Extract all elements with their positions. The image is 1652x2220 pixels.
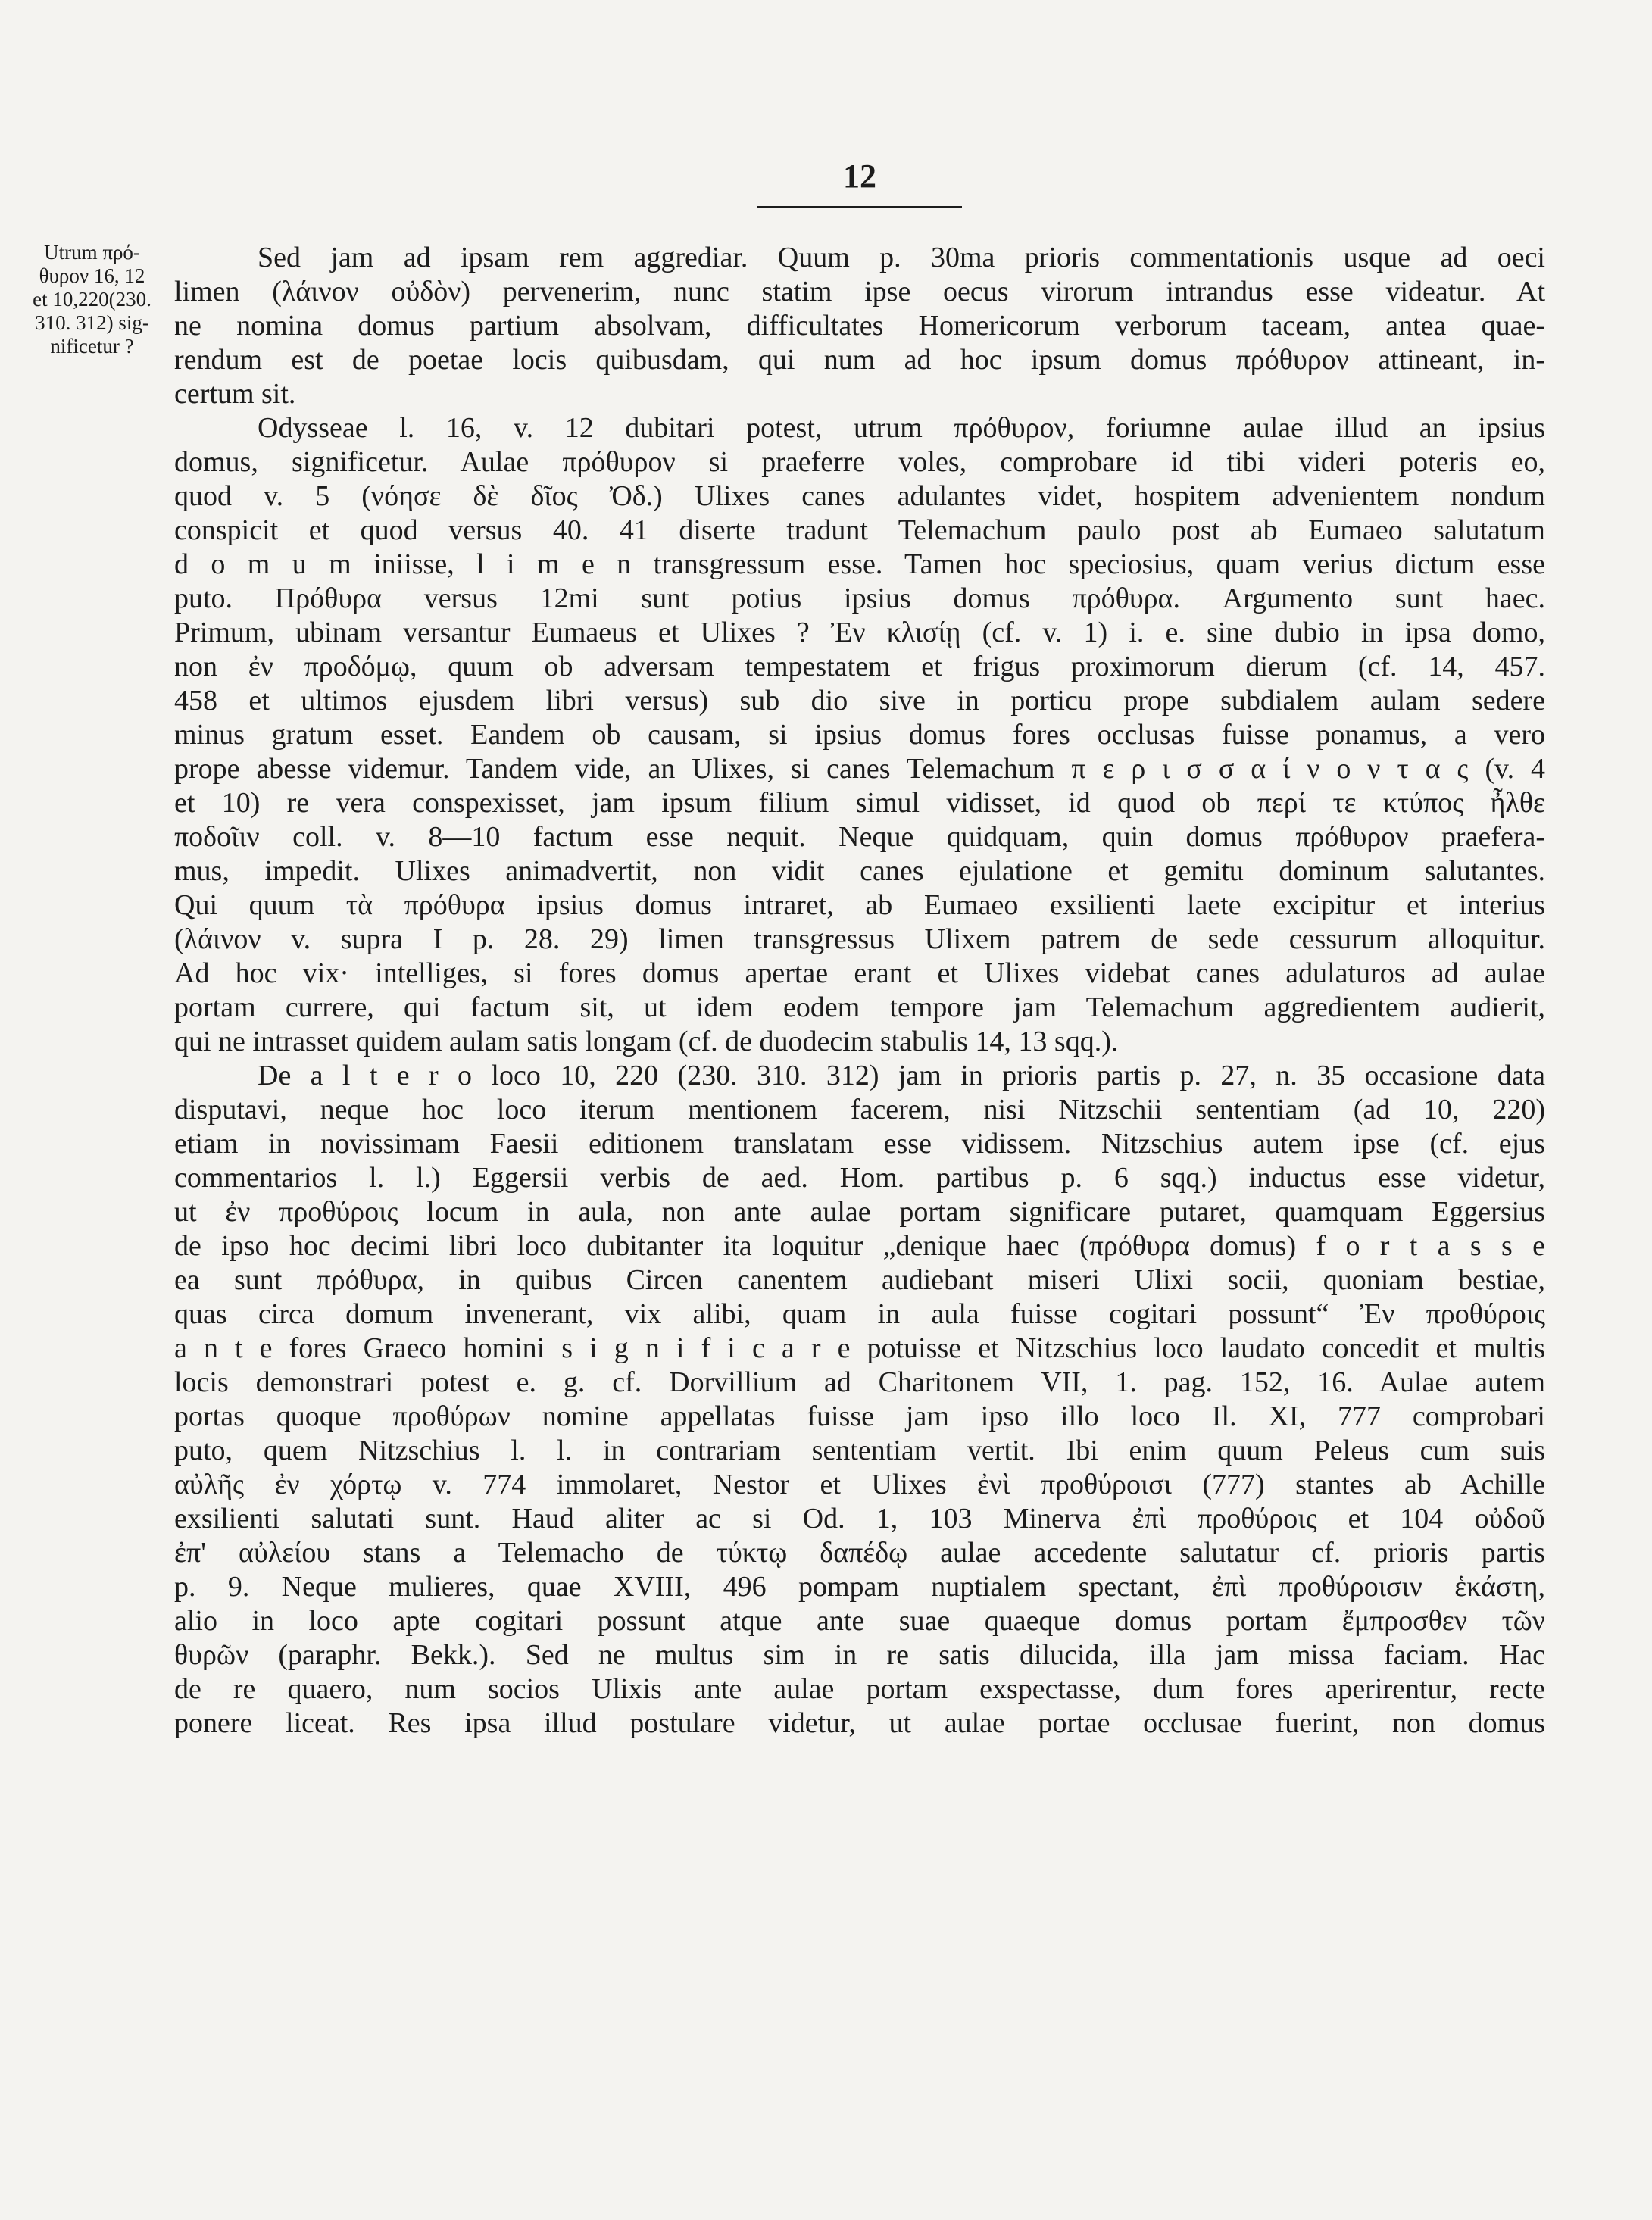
text-line: rendum est de poetae locis quibusdam, qui num ad hoc ipsum domus πρόθυρον attineant, in- <box>174 344 1545 376</box>
text-line: p. 9. Neque mulieres, quae XVIII, 496 pompam nuptialem spectant, ἐπὶ προθύροισιν ἑκάστη, <box>174 1571 1545 1603</box>
side-note-line: Utrum πρό- <box>44 241 140 264</box>
text-line: Primum, ubinam versantur Eumaeus et Ulixes ? Ἐν κλισίῃ (cf. v. 1) i. e. sine dubio in ipsa domo, <box>174 617 1545 648</box>
text-line: minus gratum esset. Eandem ob causam, si ipsius domus fores occlusas fuisse ponamus, a vero <box>174 719 1545 751</box>
text-line: De a l t e r o loco 10, 220 (230. 310. 312) jam in prioris partis p. 27, n. 35 occasione data <box>258 1060 1545 1091</box>
text-line: (λάινον v. supra I p. 28. 29) limen transgressus Ulixem patrem de sede cessurum alloquitur. <box>174 923 1545 955</box>
text-line: quas circa domum invenerant, vix alibi, quam in aula fuisse cogitari possunt“ Ἐν προθύροις <box>174 1298 1545 1330</box>
page-number: 12 <box>843 158 876 195</box>
text-line: θυρῶν (paraphr. Bekk.). Sed ne multus sim in re satis dilucida, illa jam missa faciam. Hac <box>174 1639 1545 1671</box>
body-text <box>174 241 1545 1741</box>
text-line: et 10) re vera conspexisset, jam ipsum filium simul vidisset, id quod ob περί τε κτύπος ἦλθε <box>174 787 1545 819</box>
text-line: exsilienti salutati sunt. Haud aliter ac si Od. 1, 103 Minerva ἐπὶ προθύροις et 104 οὐδοῦ <box>174 1503 1545 1535</box>
text-line: domus, significetur. Aulae πρόθυρον si praeferre voles, comprobare id tibi videri poteris eo, <box>174 446 1545 478</box>
text-line: ποδοῖιν coll. v. 8—10 factum esse nequit. Neque quidquam, quin domus πρόθυρον praefera- <box>174 821 1545 853</box>
side-note-line: 310. 312) sig- <box>35 311 149 334</box>
text-line: 458 et ultimos ejusdem libri versus) sub dio sive in porticu prope subdialem aulam sedere <box>174 685 1545 717</box>
text-line: qui ne intrasset quidem aulam satis longam (cf. de duodecim stabulis 14, 13 sqq.). <box>174 1026 1119 1057</box>
side-note-line: θυρον 16, 12 <box>39 264 145 287</box>
text-line: certum sit. <box>174 378 296 410</box>
text-line: non ἐν προδόμῳ, quum ob adversam tempestatem et frigus proximorum dierum (cf. 14, 457. <box>174 651 1545 682</box>
text-line: αὐλῆς ἐν χόρτῳ v. 774 immolaret, Nestor et Ulixes ἐνὶ προθύροισι (777) stantes ab Achille <box>174 1469 1545 1500</box>
text-line: Odysseae l. 16, v. 12 dubitari potest, utrum πρόθυρον, foriumne aulae illud an ipsius <box>258 412 1545 444</box>
text-line: puto, quem Nitzschius l. l. in contrariam sententiam vertit. Ibi enim quum Peleus cum suis <box>174 1435 1545 1466</box>
text-line: conspicit et quod versus 40. 41 diserte tradunt Telemachum paulo post ab Eumaeo salutatum <box>174 514 1545 546</box>
text-line: commentarios l. l.) Eggersii verbis de aed. Hom. partibus p. 6 sqq.) inductus esse videtur, <box>174 1162 1545 1194</box>
text-line: a n t e fores Graeco homini s i g n i f i c a r e potuisse et Nitzschius loco laudato concedit et multis <box>174 1332 1545 1364</box>
text-line: ponere liceat. Res ipsa illud postulare videtur, ut aulae portae occlusae fuerint, non domus <box>174 1707 1545 1739</box>
text-line: de ipso hoc decimi libri loco dubitanter ita loquitur „denique haec (πρόθυρα domus) f o r t a s s e <box>174 1230 1545 1262</box>
text-line: Qui quum τὰ πρόθυρα ipsius domus intraret, ab Eumaeo exsilienti laete excipitur et interius <box>174 889 1545 921</box>
text-line: disputavi, neque hoc loco iterum mentionem facerem, nisi Nitzschii sententiam (ad 10, 220) <box>174 1094 1545 1126</box>
text-line: portam currere, qui factum sit, ut idem eodem tempore jam Telemachum aggredientem audierit, <box>174 991 1545 1023</box>
text-line: portas quoque προθύρων nomine appellatas fuisse jam ipso illo loco Il. XI, 777 comprobari <box>174 1400 1545 1432</box>
text-line: prope abesse videmur. Tandem vide, an Ulixes, si canes Telemachum π ε ρ ι σ σ α ί ν ο ν τ α ς (v. 4 <box>174 753 1545 785</box>
text-line: limen (λάινον οὐδὸν) pervenerim, nunc statim ipse oecus virorum intrandus esse videatur. At <box>174 276 1545 308</box>
text-line: Ad hoc vix· intelliges, si fores domus apertae erant et Ulixes videbat canes adulaturos ad aulae <box>174 957 1545 989</box>
text-line: de re quaero, num socios Ulixis ante aulae portam exspectasse, dum fores aperirentur, recte <box>174 1673 1545 1705</box>
side-note-line: nificetur ? <box>50 335 134 358</box>
side-note-line: et 10,220(230. <box>33 288 151 311</box>
text-line: mus, impedit. Ulixes animadvertit, non vidit canes ejulatione et gemitu dominum salutantes. <box>174 855 1545 887</box>
text-line: ne nomina domus partium absolvam, difficultates Homericorum verborum taceam, antea quae- <box>174 310 1545 342</box>
text-line: ἐπ' αὐλείου stans a Telemacho de τύκτῳ δαπέδῳ aulae accedente salutatur cf. prioris partis <box>174 1537 1545 1569</box>
text-line: etiam in novissimam Faesii editionem translatam esse vidissem. Nitzschius autem ipse (cf. ejus <box>174 1128 1545 1160</box>
side-note <box>11 241 173 358</box>
text-line: ut ἐν προθύροις locum in aula, non ante aulae portam significare putaret, quamquam Eggersius <box>174 1196 1545 1228</box>
text-line: locis demonstrari potest e. g. cf. Dorvillium ad Charitonem VII, 1. pag. 152, 16. Aulae autem <box>174 1366 1545 1398</box>
header-rule <box>757 206 962 208</box>
text-line: puto. Πρόθυρα versus 12mi sunt potius ipsius domus πρόθυρα. Argumento sunt haec. <box>174 582 1545 614</box>
text-line: d o m u m iniisse, l i m e n transgressum esse. Tamen hoc speciosius, quam verius dictum esse <box>174 548 1545 580</box>
text-line: Sed jam ad ipsam rem aggrediar. Quum p. 30ma prioris commentationis usque ad oeci <box>258 242 1545 273</box>
text-line: alio in loco apte cogitari possunt atque ante suae quaeque domus portam ἔμπροσθεν τῶν <box>174 1605 1545 1637</box>
text-line: quod v. 5 (νόησε δὲ δῖος Ὀδ.) Ulixes canes adulantes videt, hospitem advenientem nondum <box>174 480 1545 512</box>
text-line: ea sunt πρόθυρα, in quibus Circen canentem audiebant miseri Ulixi socii, quoniam bestiae, <box>174 1264 1545 1296</box>
